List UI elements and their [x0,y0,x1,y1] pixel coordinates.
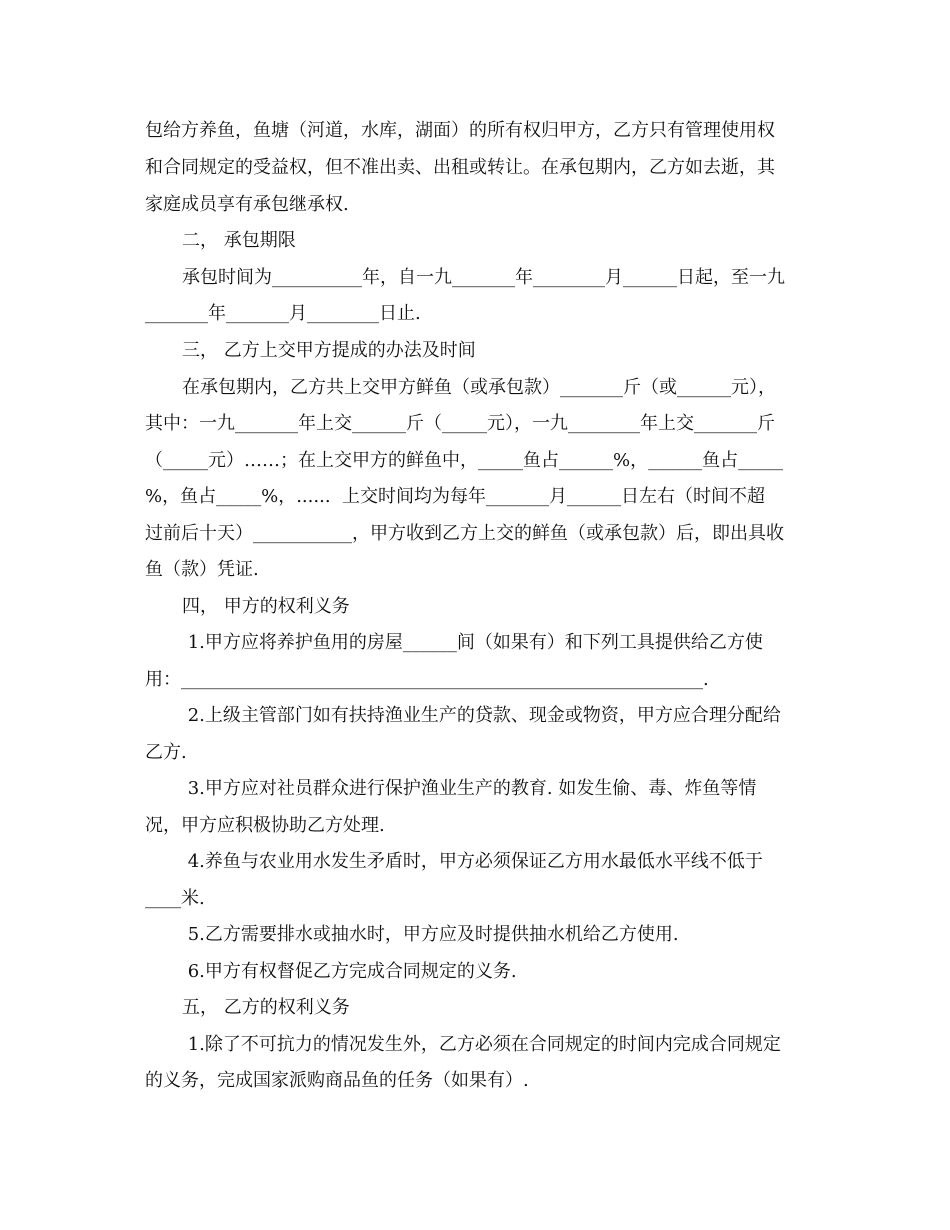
text-line-21: 4.养鱼与农业用水发生矛盾时，甲方必须保证乙方用水最低水平线不低于 [182,851,763,872]
section-heading-2: 二， 承包期限 [182,230,296,251]
text-line-15: 1.甲方应将养护鱼用的房屋______间（如果有）和下列工具提供给乙方使 [182,632,763,653]
text-line-2: 和合同规定的受益权，但不准出卖、出租或转让。在承包期内，乙方如去逝，其 [145,157,775,178]
section-heading-4: 四， 甲方的权利义务 [182,596,350,617]
text-line-16: 用：__________________________________________________________. [145,669,709,690]
text-line-5: 承包时间为__________年，自一九_______年________月______日起，至一九 [182,267,785,288]
text-line-3: 家庭成员享有承包继承权. [145,194,349,215]
text-line-27: 的义务，完成国家派购商品鱼的任务（如果有）. [145,1070,529,1091]
text-line-1: 包给方养鱼，鱼塘（河道，水库，湖面）的所有权归甲方，乙方只有管理使用权 [145,120,775,141]
text-line-10: （_____元）……；在上交甲方的鲜鱼中，_____鱼占______%，______鱼占_____ [145,450,784,471]
text-line-19: 3.甲方应对社员群众进行保护渔业生产的教育. 如发生偷、毒、炸鱼等情 [182,778,757,799]
section-heading-3: 三， 乙方上交甲方提成的办法及时间 [182,340,476,361]
text-line-18: 乙方. [145,742,187,763]
text-line-26: 1.除了不可抗力的情况发生外，乙方必须在合同规定的时间内完成合同规定 [182,1034,781,1055]
text-line-6: _______年_______月________日止. [145,303,421,324]
text-line-8: 在承包期内，乙方共上交甲方鲜鱼（或承包款）_______斤（或______元）， [182,377,776,398]
text-line-22: ____米. [145,888,205,909]
text-line-13: 鱼（款）凭证. [145,559,259,580]
text-line-20: 况，甲方应积极协助乙方处理. [145,815,385,836]
text-line-9: 其中：一九_______年上交______斤（_____元），一九________年上交_______斤 [145,413,775,434]
text-line-17: 2.上级主管部门如有扶持渔业生产的贷款、现金或物资，甲方应合理分配给 [182,705,781,726]
section-heading-5: 五， 乙方的权利义务 [182,997,350,1018]
text-line-24: 6.甲方有权督促乙方完成合同规定的义务. [182,961,517,982]
text-line-11: %，鱼占_____%，...... 上交时间均为每年_______月______日左右（时间不超 [145,486,765,507]
text-line-12: 过前后十天）___________，甲方收到乙方上交的鲜鱼（或承包款）后，即出具收 [145,523,784,544]
text-line-23: 5.乙方需要排水或抽水时，甲方应及时提供抽水机给乙方使用. [182,924,679,945]
